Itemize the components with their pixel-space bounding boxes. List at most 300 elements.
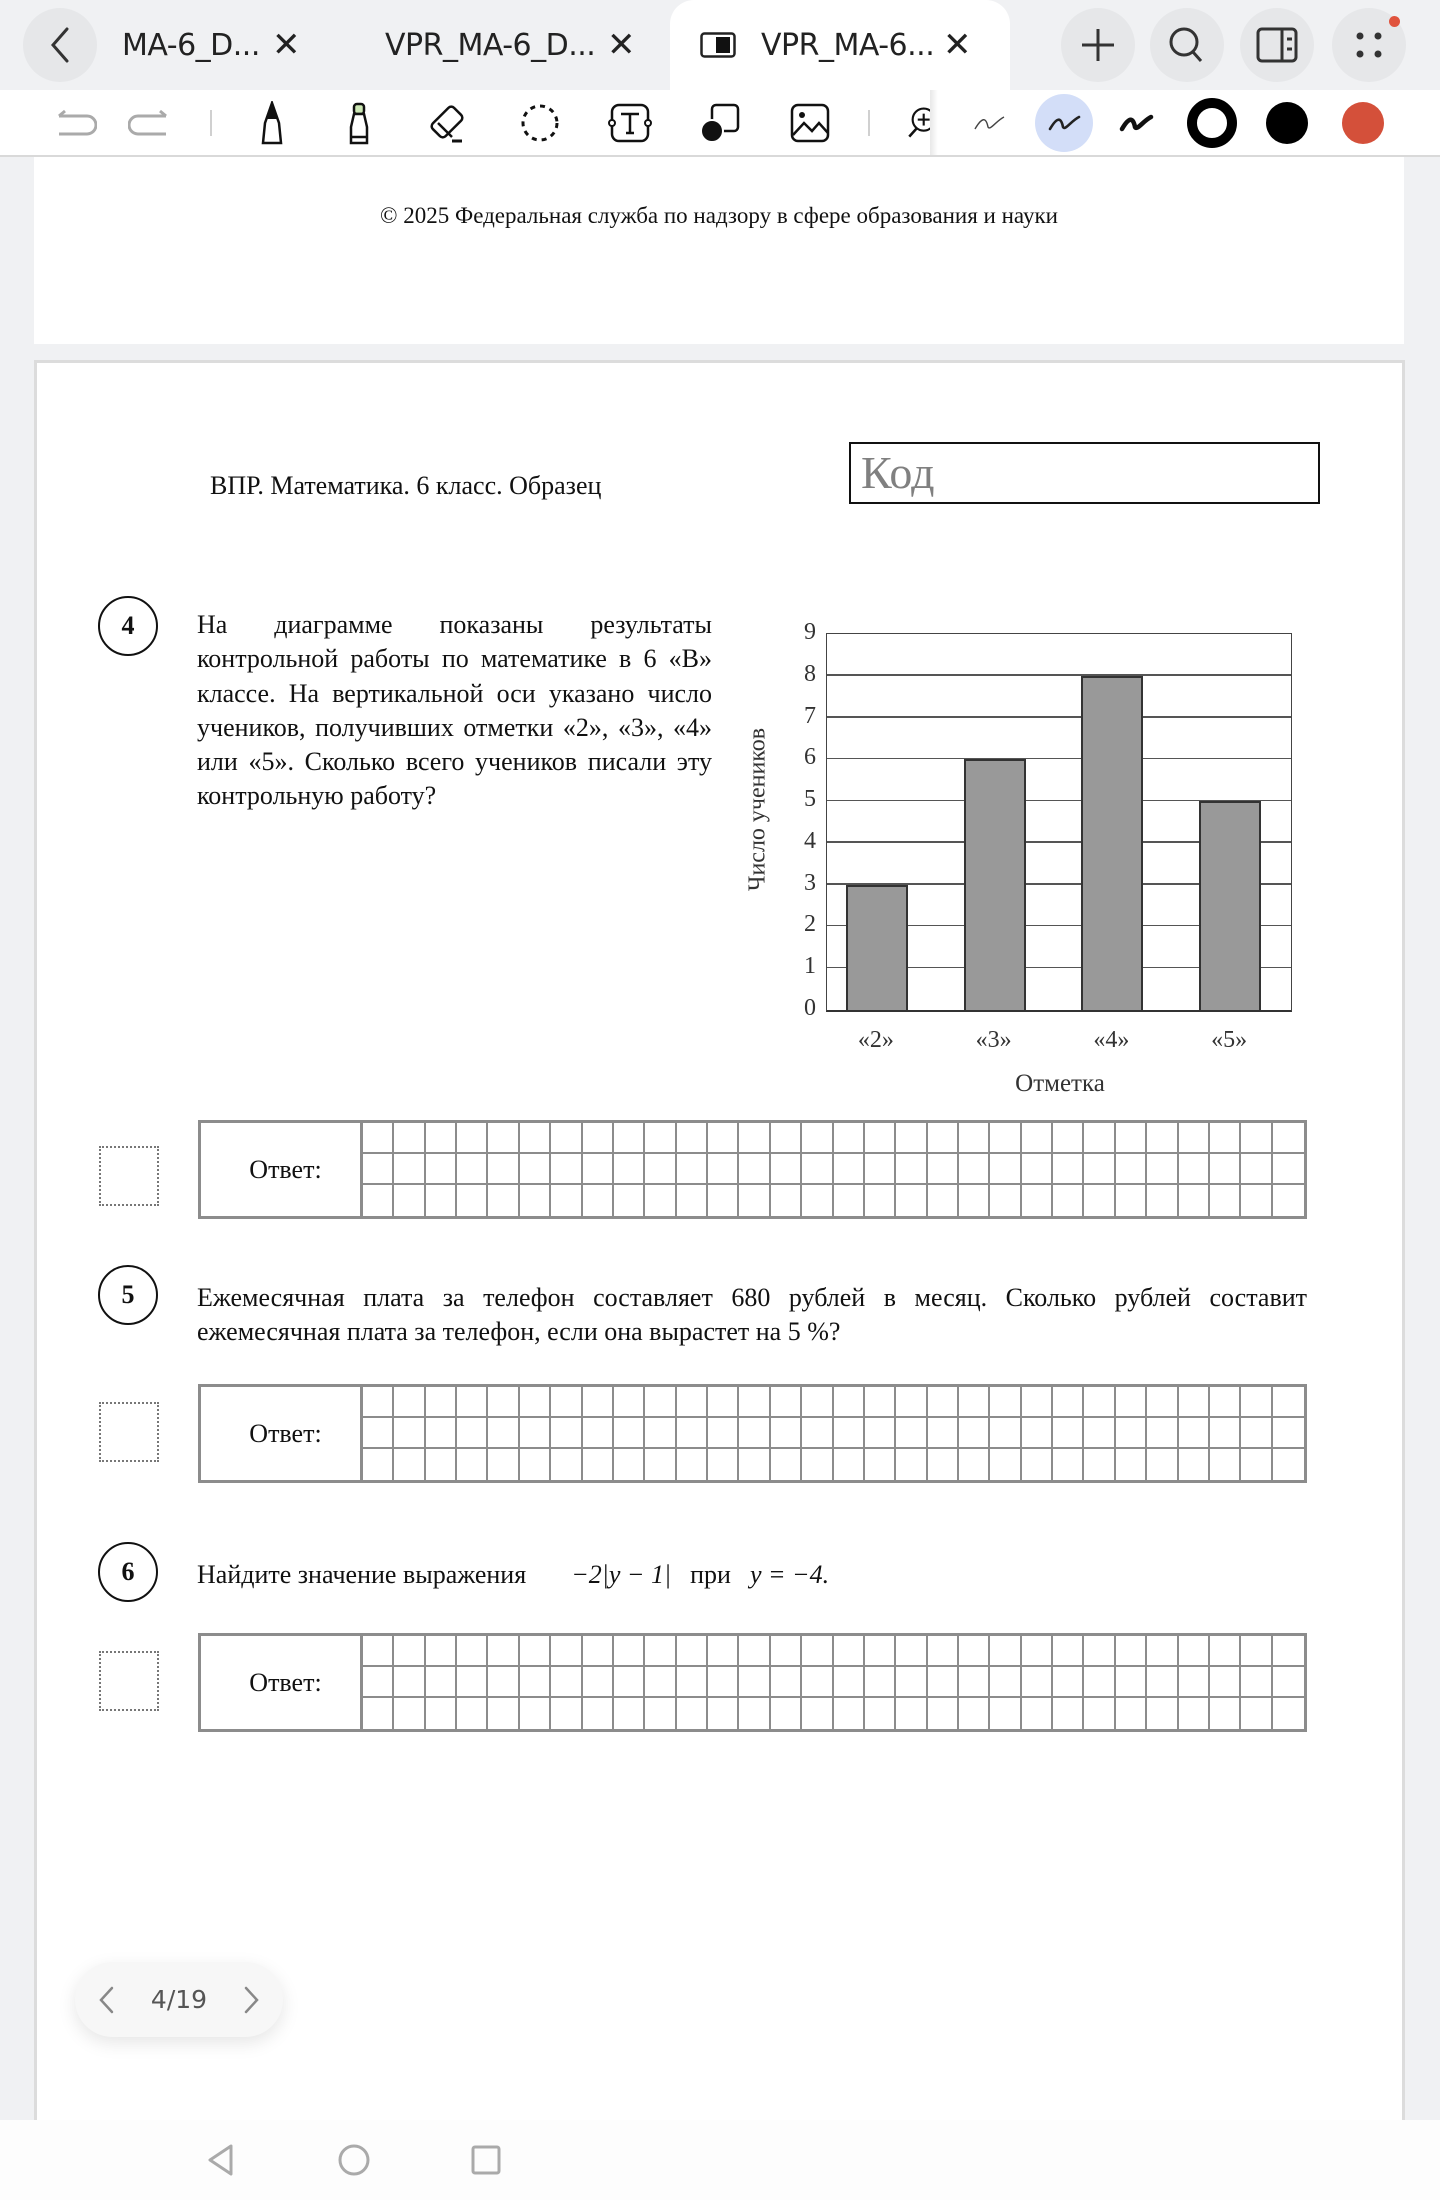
answer-cell[interactable] bbox=[990, 1636, 1021, 1667]
answer-cell[interactable] bbox=[488, 1154, 519, 1185]
answer-cell[interactable] bbox=[896, 1154, 927, 1185]
answer-cell[interactable] bbox=[457, 1123, 488, 1154]
color-black-button[interactable] bbox=[1264, 90, 1310, 155]
answer-cell[interactable] bbox=[771, 1387, 802, 1418]
answer-cell[interactable] bbox=[865, 1185, 896, 1216]
answer-cell[interactable] bbox=[959, 1667, 990, 1698]
answer-cell[interactable] bbox=[896, 1387, 927, 1418]
answer-cell[interactable] bbox=[928, 1667, 959, 1698]
answer-cell[interactable] bbox=[1116, 1667, 1147, 1698]
answer-cell[interactable] bbox=[959, 1698, 990, 1729]
next-page-icon[interactable] bbox=[241, 1985, 261, 2015]
answer-cell[interactable] bbox=[1053, 1185, 1084, 1216]
tab-1-close-icon[interactable]: ✕ bbox=[272, 25, 300, 65]
answer-cell[interactable] bbox=[583, 1698, 614, 1729]
answer-cell[interactable] bbox=[1084, 1418, 1115, 1449]
answer-cell[interactable] bbox=[1179, 1636, 1210, 1667]
answer-cell[interactable] bbox=[1116, 1698, 1147, 1729]
answer-cell[interactable] bbox=[363, 1636, 394, 1667]
answer-cell[interactable] bbox=[1241, 1636, 1272, 1667]
answer-cell[interactable] bbox=[1210, 1418, 1241, 1449]
answer-cell[interactable] bbox=[1241, 1387, 1272, 1418]
answer-cell[interactable] bbox=[1116, 1418, 1147, 1449]
answer-cell[interactable] bbox=[363, 1449, 394, 1480]
answer-cell[interactable] bbox=[551, 1123, 582, 1154]
answer-cell[interactable] bbox=[426, 1698, 457, 1729]
answer-cell[interactable] bbox=[1241, 1449, 1272, 1480]
answer-grid[interactable] bbox=[363, 1387, 1304, 1480]
answer-cell[interactable] bbox=[614, 1154, 645, 1185]
answer-cell[interactable] bbox=[1084, 1449, 1115, 1480]
answer-cell[interactable] bbox=[394, 1123, 425, 1154]
answer-cell[interactable] bbox=[457, 1387, 488, 1418]
answer-cell[interactable] bbox=[990, 1667, 1021, 1698]
answer-cell[interactable] bbox=[394, 1154, 425, 1185]
answer-cell[interactable] bbox=[771, 1636, 802, 1667]
color-red-button[interactable] bbox=[1340, 90, 1386, 155]
answer-cell[interactable] bbox=[959, 1449, 990, 1480]
answer-cell[interactable] bbox=[771, 1698, 802, 1729]
answer-cell[interactable] bbox=[520, 1698, 551, 1729]
answer-cell[interactable] bbox=[1147, 1636, 1178, 1667]
answer-cell[interactable] bbox=[708, 1698, 739, 1729]
answer-cell[interactable] bbox=[1179, 1387, 1210, 1418]
answer-cell[interactable] bbox=[488, 1418, 519, 1449]
answer-cell[interactable] bbox=[1179, 1449, 1210, 1480]
answer-cell[interactable] bbox=[896, 1418, 927, 1449]
answer-cell[interactable] bbox=[614, 1123, 645, 1154]
answer-cell[interactable] bbox=[1241, 1123, 1272, 1154]
answer-cell[interactable] bbox=[645, 1636, 676, 1667]
answer-cell[interactable] bbox=[1084, 1636, 1115, 1667]
answer-cell[interactable] bbox=[1022, 1154, 1053, 1185]
answer-cell[interactable] bbox=[551, 1418, 582, 1449]
answer-cell[interactable] bbox=[677, 1698, 708, 1729]
pen-tool-button[interactable] bbox=[250, 90, 294, 155]
answer-cell[interactable] bbox=[645, 1185, 676, 1216]
tab-3-close-icon[interactable]: ✕ bbox=[943, 25, 971, 65]
answer-cell[interactable] bbox=[426, 1123, 457, 1154]
answer-cell[interactable] bbox=[928, 1123, 959, 1154]
answer-cell[interactable] bbox=[677, 1387, 708, 1418]
answer-cell[interactable] bbox=[959, 1636, 990, 1667]
answer-cell[interactable] bbox=[1053, 1449, 1084, 1480]
answer-cell[interactable] bbox=[990, 1154, 1021, 1185]
answer-cell[interactable] bbox=[865, 1449, 896, 1480]
answer-cell[interactable] bbox=[834, 1636, 865, 1667]
system-home-button[interactable] bbox=[332, 2138, 376, 2182]
answer-cell[interactable] bbox=[1179, 1123, 1210, 1154]
answer-cell[interactable] bbox=[583, 1418, 614, 1449]
answer-cell[interactable] bbox=[551, 1698, 582, 1729]
answer-cell[interactable] bbox=[1053, 1418, 1084, 1449]
undo-button[interactable] bbox=[50, 90, 100, 155]
answer-cell[interactable] bbox=[614, 1449, 645, 1480]
answer-cell[interactable] bbox=[1241, 1154, 1272, 1185]
tab-3-active[interactable] bbox=[670, 0, 1010, 90]
answer-cell[interactable] bbox=[677, 1418, 708, 1449]
answer-cell[interactable] bbox=[677, 1449, 708, 1480]
answer-cell[interactable] bbox=[1084, 1154, 1115, 1185]
answer-cell[interactable] bbox=[426, 1418, 457, 1449]
answer-cell[interactable] bbox=[677, 1667, 708, 1698]
answer-cell[interactable] bbox=[959, 1387, 990, 1418]
answer-cell[interactable] bbox=[990, 1123, 1021, 1154]
answer-cell[interactable] bbox=[771, 1185, 802, 1216]
answer-cell[interactable] bbox=[1053, 1154, 1084, 1185]
answer-cell[interactable] bbox=[426, 1185, 457, 1216]
answer-cell[interactable] bbox=[834, 1449, 865, 1480]
answer-cell[interactable] bbox=[645, 1667, 676, 1698]
lasso-tool-button[interactable] bbox=[515, 90, 565, 155]
answer-cell[interactable] bbox=[1022, 1123, 1053, 1154]
answer-cell[interactable] bbox=[896, 1123, 927, 1154]
answer-cell[interactable] bbox=[1022, 1636, 1053, 1667]
answer-cell[interactable] bbox=[834, 1698, 865, 1729]
answer-cell[interactable] bbox=[802, 1636, 833, 1667]
answer-cell[interactable] bbox=[865, 1387, 896, 1418]
shape-tool-button[interactable] bbox=[695, 90, 745, 155]
answer-cell[interactable] bbox=[645, 1418, 676, 1449]
answer-cell[interactable] bbox=[677, 1154, 708, 1185]
answer-cell[interactable] bbox=[1179, 1154, 1210, 1185]
answer-cell[interactable] bbox=[394, 1449, 425, 1480]
answer-cell[interactable] bbox=[990, 1418, 1021, 1449]
answer-cell[interactable] bbox=[928, 1185, 959, 1216]
answer-cell[interactable] bbox=[457, 1667, 488, 1698]
new-tab-button[interactable] bbox=[1061, 8, 1135, 82]
answer-cell[interactable] bbox=[1273, 1418, 1304, 1449]
answer-cell[interactable] bbox=[583, 1449, 614, 1480]
eraser-tool-button[interactable] bbox=[425, 90, 475, 155]
answer-cell[interactable] bbox=[551, 1185, 582, 1216]
answer-cell[interactable] bbox=[739, 1185, 770, 1216]
answer-cell[interactable] bbox=[488, 1123, 519, 1154]
system-back-button[interactable] bbox=[199, 2138, 243, 2182]
answer-cell[interactable] bbox=[1022, 1449, 1053, 1480]
answer-cell[interactable] bbox=[1179, 1667, 1210, 1698]
answer-cell[interactable] bbox=[896, 1449, 927, 1480]
answer-cell[interactable] bbox=[708, 1154, 739, 1185]
answer-cell[interactable] bbox=[1179, 1698, 1210, 1729]
answer-cell[interactable] bbox=[802, 1667, 833, 1698]
answer-cell[interactable] bbox=[457, 1154, 488, 1185]
answer-cell[interactable] bbox=[488, 1636, 519, 1667]
answer-cell[interactable] bbox=[708, 1123, 739, 1154]
answer-cell[interactable] bbox=[865, 1418, 896, 1449]
answer-cell[interactable] bbox=[834, 1185, 865, 1216]
answer-cell[interactable] bbox=[520, 1636, 551, 1667]
answer-cell[interactable] bbox=[520, 1418, 551, 1449]
answer-cell[interactable] bbox=[959, 1418, 990, 1449]
answer-cell[interactable] bbox=[1273, 1387, 1304, 1418]
answer-cell[interactable] bbox=[990, 1698, 1021, 1729]
answer-cell[interactable] bbox=[394, 1185, 425, 1216]
answer-cell[interactable] bbox=[1116, 1123, 1147, 1154]
answer-cell[interactable] bbox=[520, 1123, 551, 1154]
answer-cell[interactable] bbox=[834, 1418, 865, 1449]
answer-cell[interactable] bbox=[1210, 1636, 1241, 1667]
previous-page-icon[interactable] bbox=[97, 1985, 117, 2015]
answer-cell[interactable] bbox=[1273, 1123, 1304, 1154]
answer-cell[interactable] bbox=[457, 1449, 488, 1480]
answer-cell[interactable] bbox=[1273, 1636, 1304, 1667]
answer-cell[interactable] bbox=[583, 1387, 614, 1418]
answer-cell[interactable] bbox=[1179, 1185, 1210, 1216]
answer-cell[interactable] bbox=[457, 1418, 488, 1449]
answer-cell[interactable] bbox=[394, 1698, 425, 1729]
answer-cell[interactable] bbox=[834, 1123, 865, 1154]
answer-cell[interactable] bbox=[928, 1418, 959, 1449]
answer-cell[interactable] bbox=[802, 1698, 833, 1729]
answer-cell[interactable] bbox=[928, 1387, 959, 1418]
answer-cell[interactable] bbox=[488, 1667, 519, 1698]
answer-cell[interactable] bbox=[865, 1636, 896, 1667]
stroke-thin-button[interactable] bbox=[965, 90, 1015, 155]
answer-cell[interactable] bbox=[488, 1449, 519, 1480]
answer-cell[interactable] bbox=[1241, 1698, 1272, 1729]
answer-cell[interactable] bbox=[1210, 1667, 1241, 1698]
answer-cell[interactable] bbox=[1116, 1449, 1147, 1480]
answer-cell[interactable] bbox=[551, 1449, 582, 1480]
answer-cell[interactable] bbox=[551, 1154, 582, 1185]
answer-cell[interactable] bbox=[1210, 1449, 1241, 1480]
answer-cell[interactable] bbox=[959, 1154, 990, 1185]
answer-cell[interactable] bbox=[990, 1449, 1021, 1480]
answer-cell[interactable] bbox=[739, 1667, 770, 1698]
answer-cell[interactable] bbox=[551, 1667, 582, 1698]
answer-cell[interactable] bbox=[520, 1449, 551, 1480]
answer-cell[interactable] bbox=[739, 1698, 770, 1729]
code-field[interactable] bbox=[849, 442, 1320, 504]
answer-cell[interactable] bbox=[394, 1387, 425, 1418]
answer-cell[interactable] bbox=[1084, 1698, 1115, 1729]
answer-cell[interactable] bbox=[834, 1154, 865, 1185]
tabs-back-button[interactable] bbox=[23, 8, 97, 82]
answer-cell[interactable] bbox=[363, 1123, 394, 1154]
tab-2[interactable] bbox=[385, 0, 655, 90]
answer-cell[interactable] bbox=[1241, 1667, 1272, 1698]
answer-cell[interactable] bbox=[1116, 1636, 1147, 1667]
color-black-selected-button[interactable] bbox=[1186, 90, 1238, 155]
answer-cell[interactable] bbox=[802, 1123, 833, 1154]
answer-cell[interactable] bbox=[645, 1698, 676, 1729]
answer-cell[interactable] bbox=[834, 1667, 865, 1698]
tab-2-close-icon[interactable]: ✕ bbox=[607, 25, 635, 65]
answer-cell[interactable] bbox=[457, 1636, 488, 1667]
answer-cell[interactable] bbox=[802, 1185, 833, 1216]
answer-cell[interactable] bbox=[1147, 1418, 1178, 1449]
answer-cell[interactable] bbox=[739, 1123, 770, 1154]
answer-cell[interactable] bbox=[583, 1185, 614, 1216]
answer-cell[interactable] bbox=[1273, 1667, 1304, 1698]
answer-cell[interactable] bbox=[1147, 1698, 1178, 1729]
answer-grid[interactable] bbox=[363, 1636, 1304, 1729]
answer-cell[interactable] bbox=[394, 1418, 425, 1449]
answer-cell[interactable] bbox=[1273, 1698, 1304, 1729]
answer-cell[interactable] bbox=[645, 1123, 676, 1154]
answer-cell[interactable] bbox=[645, 1154, 676, 1185]
answer-cell[interactable] bbox=[928, 1636, 959, 1667]
answer-cell[interactable] bbox=[865, 1667, 896, 1698]
answer-cell[interactable] bbox=[363, 1667, 394, 1698]
answer-cell[interactable] bbox=[1273, 1185, 1304, 1216]
answer-cell[interactable] bbox=[771, 1123, 802, 1154]
answer-cell[interactable] bbox=[1053, 1123, 1084, 1154]
answer-cell[interactable] bbox=[426, 1636, 457, 1667]
answer-cell[interactable] bbox=[1116, 1154, 1147, 1185]
answer-cell[interactable] bbox=[1022, 1387, 1053, 1418]
answer-cell[interactable] bbox=[708, 1636, 739, 1667]
answer-cell[interactable] bbox=[363, 1418, 394, 1449]
answer-cell[interactable] bbox=[426, 1387, 457, 1418]
answer-cell[interactable] bbox=[645, 1387, 676, 1418]
answer-cell[interactable] bbox=[1210, 1185, 1241, 1216]
stroke-medium-button[interactable] bbox=[1040, 90, 1090, 155]
text-tool-button[interactable] bbox=[605, 90, 655, 155]
answer-cell[interactable] bbox=[583, 1667, 614, 1698]
answer-cell[interactable] bbox=[645, 1449, 676, 1480]
answer-cell[interactable] bbox=[1147, 1123, 1178, 1154]
answer-cell[interactable] bbox=[1022, 1418, 1053, 1449]
answer-cell[interactable] bbox=[1022, 1698, 1053, 1729]
answer-cell[interactable] bbox=[928, 1449, 959, 1480]
answer-cell[interactable] bbox=[802, 1387, 833, 1418]
answer-cell[interactable] bbox=[896, 1698, 927, 1729]
answer-cell[interactable] bbox=[520, 1185, 551, 1216]
answer-cell[interactable] bbox=[426, 1449, 457, 1480]
answer-cell[interactable] bbox=[959, 1123, 990, 1154]
answer-cell[interactable] bbox=[488, 1185, 519, 1216]
answer-cell[interactable] bbox=[896, 1636, 927, 1667]
answer-cell[interactable] bbox=[739, 1154, 770, 1185]
answer-cell[interactable] bbox=[771, 1667, 802, 1698]
answer-cell[interactable] bbox=[1147, 1185, 1178, 1216]
search-button[interactable] bbox=[1150, 8, 1224, 82]
answer-cell[interactable] bbox=[457, 1185, 488, 1216]
answer-cell[interactable] bbox=[614, 1418, 645, 1449]
answer-cell[interactable] bbox=[551, 1636, 582, 1667]
answer-cell[interactable] bbox=[1022, 1667, 1053, 1698]
answer-cell[interactable] bbox=[363, 1387, 394, 1418]
answer-cell[interactable] bbox=[363, 1185, 394, 1216]
answer-cell[interactable] bbox=[739, 1387, 770, 1418]
answer-cell[interactable] bbox=[1179, 1418, 1210, 1449]
stroke-thick-button[interactable] bbox=[1112, 90, 1162, 155]
tab-1[interactable] bbox=[122, 0, 312, 90]
answer-cell[interactable] bbox=[1273, 1154, 1304, 1185]
answer-cell[interactable] bbox=[834, 1387, 865, 1418]
answer-cell[interactable] bbox=[488, 1698, 519, 1729]
answer-cell[interactable] bbox=[614, 1698, 645, 1729]
answer-cell[interactable] bbox=[865, 1123, 896, 1154]
question-4-answer-field[interactable] bbox=[198, 1120, 1307, 1219]
answer-grid[interactable] bbox=[363, 1123, 1304, 1216]
answer-cell[interactable] bbox=[583, 1154, 614, 1185]
answer-cell[interactable] bbox=[802, 1449, 833, 1480]
redo-button[interactable] bbox=[125, 90, 175, 155]
answer-cell[interactable] bbox=[426, 1154, 457, 1185]
answer-cell[interactable] bbox=[583, 1123, 614, 1154]
answer-cell[interactable] bbox=[551, 1387, 582, 1418]
answer-cell[interactable] bbox=[771, 1154, 802, 1185]
answer-cell[interactable] bbox=[1053, 1636, 1084, 1667]
answer-cell[interactable] bbox=[363, 1698, 394, 1729]
answer-cell[interactable] bbox=[614, 1667, 645, 1698]
answer-cell[interactable] bbox=[1084, 1667, 1115, 1698]
answer-cell[interactable] bbox=[677, 1123, 708, 1154]
answer-cell[interactable] bbox=[739, 1418, 770, 1449]
answer-cell[interactable] bbox=[771, 1449, 802, 1480]
answer-cell[interactable] bbox=[1022, 1185, 1053, 1216]
answer-cell[interactable] bbox=[708, 1387, 739, 1418]
answer-cell[interactable] bbox=[1053, 1698, 1084, 1729]
answer-cell[interactable] bbox=[1273, 1449, 1304, 1480]
answer-cell[interactable] bbox=[928, 1698, 959, 1729]
answer-cell[interactable] bbox=[394, 1667, 425, 1698]
system-recents-button[interactable] bbox=[464, 2138, 508, 2182]
answer-cell[interactable] bbox=[1084, 1123, 1115, 1154]
answer-cell[interactable] bbox=[1116, 1387, 1147, 1418]
answer-cell[interactable] bbox=[614, 1185, 645, 1216]
answer-cell[interactable] bbox=[865, 1698, 896, 1729]
answer-cell[interactable] bbox=[802, 1154, 833, 1185]
answer-cell[interactable] bbox=[426, 1667, 457, 1698]
answer-cell[interactable] bbox=[583, 1636, 614, 1667]
answer-cell[interactable] bbox=[520, 1667, 551, 1698]
answer-cell[interactable] bbox=[457, 1698, 488, 1729]
answer-cell[interactable] bbox=[614, 1636, 645, 1667]
answer-cell[interactable] bbox=[865, 1154, 896, 1185]
answer-cell[interactable] bbox=[1210, 1387, 1241, 1418]
answer-cell[interactable] bbox=[1241, 1185, 1272, 1216]
answer-cell[interactable] bbox=[1116, 1185, 1147, 1216]
answer-cell[interactable] bbox=[1147, 1154, 1178, 1185]
answer-cell[interactable] bbox=[928, 1154, 959, 1185]
answer-cell[interactable] bbox=[394, 1636, 425, 1667]
answer-cell[interactable] bbox=[520, 1387, 551, 1418]
answer-cell[interactable] bbox=[708, 1418, 739, 1449]
answer-cell[interactable] bbox=[677, 1185, 708, 1216]
answer-cell[interactable] bbox=[708, 1185, 739, 1216]
question-6-answer-field[interactable] bbox=[198, 1633, 1307, 1732]
answer-cell[interactable] bbox=[1210, 1123, 1241, 1154]
answer-cell[interactable] bbox=[488, 1387, 519, 1418]
answer-cell[interactable] bbox=[1210, 1154, 1241, 1185]
answer-cell[interactable] bbox=[708, 1449, 739, 1480]
answer-cell[interactable] bbox=[1210, 1698, 1241, 1729]
answer-cell[interactable] bbox=[614, 1387, 645, 1418]
answer-cell[interactable] bbox=[708, 1667, 739, 1698]
answer-cell[interactable] bbox=[990, 1185, 1021, 1216]
answer-cell[interactable] bbox=[363, 1154, 394, 1185]
answer-cell[interactable] bbox=[1053, 1387, 1084, 1418]
answer-cell[interactable] bbox=[802, 1418, 833, 1449]
image-tool-button[interactable] bbox=[785, 90, 835, 155]
answer-cell[interactable] bbox=[520, 1154, 551, 1185]
answer-cell[interactable] bbox=[1147, 1667, 1178, 1698]
answer-cell[interactable] bbox=[1084, 1387, 1115, 1418]
answer-cell[interactable] bbox=[739, 1636, 770, 1667]
answer-cell[interactable] bbox=[771, 1418, 802, 1449]
split-view-button[interactable] bbox=[1240, 8, 1314, 82]
answer-cell[interactable] bbox=[990, 1387, 1021, 1418]
answer-cell[interactable] bbox=[896, 1185, 927, 1216]
answer-cell[interactable] bbox=[896, 1667, 927, 1698]
answer-cell[interactable] bbox=[739, 1449, 770, 1480]
answer-cell[interactable] bbox=[959, 1185, 990, 1216]
answer-cell[interactable] bbox=[677, 1636, 708, 1667]
